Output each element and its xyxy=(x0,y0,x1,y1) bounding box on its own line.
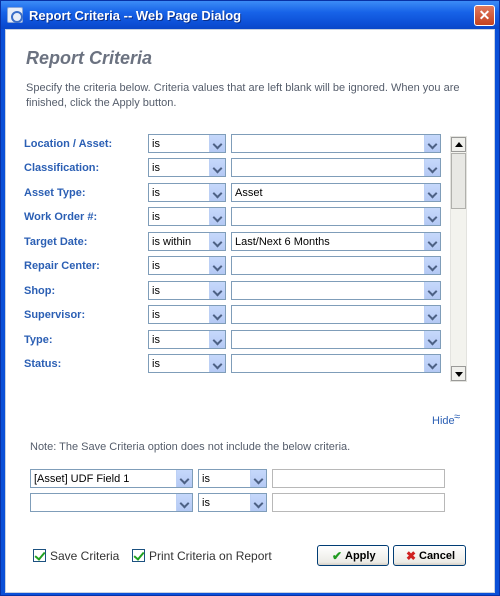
criteria-label: Status: xyxy=(24,358,62,370)
operator-select[interactable] xyxy=(148,134,226,153)
criteria-row-target-date xyxy=(24,232,444,252)
value-select[interactable] xyxy=(231,207,441,226)
value-select[interactable] xyxy=(231,330,441,349)
criteria-scrollbar[interactable] xyxy=(450,136,467,382)
apply-button[interactable] xyxy=(317,545,389,566)
value-text: Last/Next 6 Months xyxy=(235,236,330,248)
chevron-down-icon xyxy=(424,233,440,250)
operator-value: is xyxy=(152,162,160,174)
operator-value: is within xyxy=(152,236,192,248)
udf-operator-select[interactable] xyxy=(198,469,267,488)
operator-value: is xyxy=(152,358,160,370)
print-criteria-label: Print Criteria on Report xyxy=(149,549,272,563)
criteria-row-asset-type xyxy=(24,183,444,203)
operator-value: is xyxy=(152,285,160,297)
operator-select[interactable] xyxy=(148,232,226,251)
x-icon: ✖ xyxy=(406,549,417,563)
criteria-label: Target Date: xyxy=(24,236,88,248)
operator-select[interactable] xyxy=(148,256,226,275)
chevron-down-icon xyxy=(209,135,225,152)
chevron-down-icon xyxy=(209,331,225,348)
operator-value: is xyxy=(152,260,160,272)
page-title: Report Criteria xyxy=(26,48,153,68)
criteria-label: Supervisor: xyxy=(24,309,86,321)
criteria-row-repair-center xyxy=(24,256,444,276)
criteria-label: Shop: xyxy=(24,285,56,297)
chevron-down-icon xyxy=(176,470,192,487)
operator-value: is xyxy=(152,138,160,150)
udf-operator-value: is xyxy=(202,497,210,509)
criteria-list xyxy=(24,134,464,384)
cancel-button-label: Cancel xyxy=(419,550,456,562)
save-criteria-label: Save Criteria xyxy=(50,549,120,563)
chevron-down-icon xyxy=(209,233,225,250)
dialog-body xyxy=(5,29,495,593)
value-select[interactable] xyxy=(231,256,441,275)
scroll-thumb[interactable] xyxy=(451,153,466,209)
udf-field-value: [Asset] UDF Field 1 xyxy=(34,473,130,485)
chevron-down-icon xyxy=(209,282,225,299)
chevron-down-icon xyxy=(424,159,440,176)
chevron-down-icon xyxy=(176,494,192,511)
chevron-down-icon xyxy=(250,494,266,511)
operator-select[interactable] xyxy=(148,305,226,324)
print-criteria-checkbox[interactable] xyxy=(132,549,145,562)
chevron-down-icon xyxy=(424,208,440,225)
chevron-down-icon xyxy=(209,159,225,176)
chevron-down-icon xyxy=(424,355,440,372)
chevron-down-icon xyxy=(209,306,225,323)
value-text: Asset xyxy=(235,187,263,199)
criteria-label: Work Order #: xyxy=(24,211,98,223)
save-criteria-checkbox[interactable] xyxy=(33,549,46,562)
apply-button-label: Apply xyxy=(345,550,376,562)
chevron-down-icon xyxy=(424,306,440,323)
operator-select[interactable] xyxy=(148,330,226,349)
operator-select[interactable] xyxy=(148,281,226,300)
dialog-icon xyxy=(7,7,23,23)
chevron-down-icon xyxy=(424,135,440,152)
udf-field-select[interactable] xyxy=(30,469,193,488)
value-select[interactable] xyxy=(231,183,441,202)
value-select[interactable] xyxy=(231,305,441,324)
operator-select[interactable] xyxy=(148,354,226,373)
udf-row xyxy=(30,493,450,513)
title-bar[interactable] xyxy=(1,1,499,29)
chevron-down-icon xyxy=(250,470,266,487)
criteria-row-classification xyxy=(24,158,444,178)
udf-field-select[interactable] xyxy=(30,493,193,512)
checkmark-icon: ✔ xyxy=(332,549,343,563)
window-title: Report Criteria -- Web Page Dialog xyxy=(29,8,242,23)
criteria-row-type xyxy=(24,330,444,350)
operator-value: is xyxy=(152,309,160,321)
criteria-row-status xyxy=(24,354,444,374)
value-select[interactable] xyxy=(231,354,441,373)
intro-text: Specify the criteria below. Criteria values that are left blank will be ignored. When you are finished, click the Apply button. xyxy=(26,82,460,109)
udf-value-input[interactable] xyxy=(272,493,445,512)
criteria-label: Classification: xyxy=(24,162,100,174)
operator-select[interactable] xyxy=(148,158,226,177)
scroll-up-arrow-icon[interactable] xyxy=(451,137,466,152)
udf-row xyxy=(30,469,450,489)
criteria-row-supervisor xyxy=(24,305,444,325)
criteria-label: Repair Center: xyxy=(24,260,100,272)
hide-link[interactable]: Hide xyxy=(432,415,455,427)
cancel-button[interactable] xyxy=(393,545,466,566)
operator-select[interactable] xyxy=(148,183,226,202)
double-chevron-up-icon[interactable]: ≈ xyxy=(454,411,461,423)
close-button[interactable]: ✕ xyxy=(474,5,495,26)
criteria-row-work-order xyxy=(24,207,444,227)
criteria-label: Location / Asset: xyxy=(24,138,113,150)
value-select[interactable] xyxy=(231,134,441,153)
criteria-row-location-asset xyxy=(24,134,444,154)
chevron-down-icon xyxy=(209,208,225,225)
udf-value-input[interactable] xyxy=(272,469,445,488)
criteria-label: Asset Type: xyxy=(24,187,86,199)
chevron-down-icon xyxy=(424,331,440,348)
operator-value: is xyxy=(152,211,160,223)
save-criteria-note: Note: The Save Criteria option does not include the below criteria. xyxy=(30,441,351,453)
chevron-down-icon xyxy=(424,184,440,201)
operator-value: is xyxy=(152,334,160,346)
criteria-label: Type: xyxy=(24,334,53,346)
value-select[interactable] xyxy=(231,158,441,177)
criteria-row-shop xyxy=(24,281,444,301)
chevron-down-icon xyxy=(209,257,225,274)
value-select[interactable] xyxy=(231,232,441,251)
operator-select[interactable] xyxy=(148,207,226,226)
operator-value: is xyxy=(152,187,160,199)
chevron-down-icon xyxy=(209,184,225,201)
chevron-down-icon xyxy=(209,355,225,372)
chevron-down-icon xyxy=(424,257,440,274)
value-select[interactable] xyxy=(231,281,441,300)
scroll-down-arrow-icon[interactable] xyxy=(451,366,466,381)
udf-operator-select[interactable] xyxy=(198,493,267,512)
udf-operator-value: is xyxy=(202,473,210,485)
chevron-down-icon xyxy=(424,282,440,299)
